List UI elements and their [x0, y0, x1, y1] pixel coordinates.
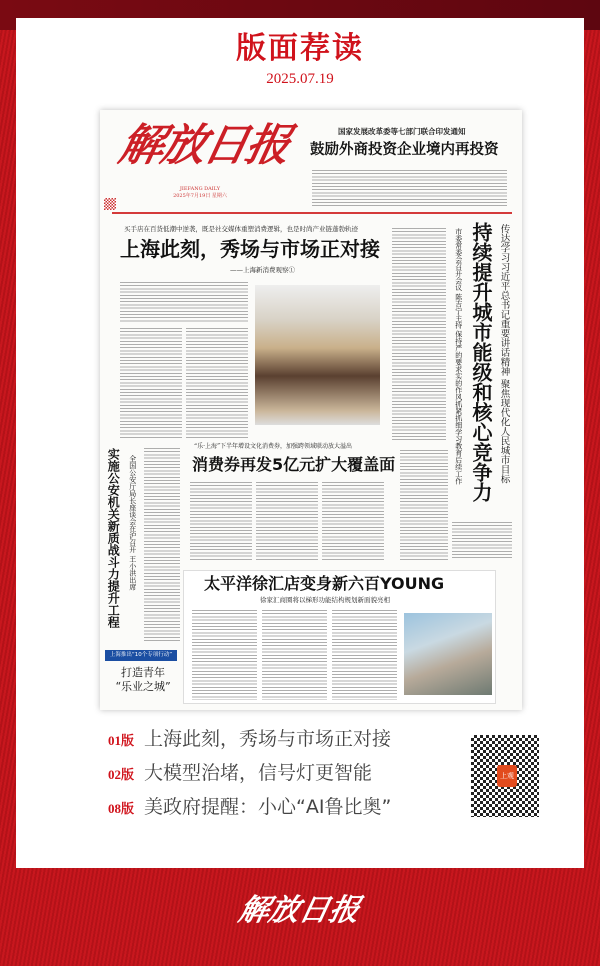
qr-code[interactable]	[469, 733, 541, 819]
box-story-photo	[404, 613, 492, 695]
recommendation-page: 01版	[108, 733, 135, 748]
issue-date: 2025年7月19日 星期六	[173, 193, 227, 199]
left-bottom-headline-1: 打造青年	[121, 666, 165, 679]
newspaper-front-page[interactable]	[100, 110, 522, 710]
right-story-body	[392, 228, 446, 440]
box-story-headline: 太平洋徐汇店变身新六百YOUNG	[204, 574, 445, 593]
recommendation-item[interactable]	[108, 762, 372, 785]
right-story-headline: 持续提升城市能级和核心竞争力	[469, 222, 493, 502]
right-story-continued-2	[452, 522, 512, 560]
masthead-en: JIEFANG DAILY	[179, 186, 221, 192]
lead-story-body-2	[186, 328, 248, 438]
box-story-body-2	[262, 610, 327, 700]
middle-story-body-3	[322, 482, 384, 562]
left-story-deck: 全国公安厅局长座谈会在沪召开 王小洪出席	[128, 455, 137, 591]
page-date: 2025.07.19	[266, 71, 334, 87]
top-story-body	[312, 170, 507, 208]
recommendation-title: 大模型治堵，信号灯更智能	[144, 762, 373, 784]
top-story-kicker: 国家发展改革委等七部门联合印发通知	[338, 127, 466, 136]
qr-app-logo: 上观	[497, 765, 517, 787]
lead-story-kicker: 买手店在百货低潮中逆袭，既是社交媒体重塑消费逻辑，也是时尚产业链蓬勃轨迹	[124, 225, 358, 233]
masthead-logo: 解放日报	[114, 120, 294, 171]
lead-story-headline: 上海此刻，秀场与市场正对接	[120, 237, 380, 261]
recommendation-page: 08版	[108, 801, 135, 816]
left-story-headline: 实施公安机关新质战斗力提升工程	[106, 448, 121, 628]
right-story-continued	[400, 450, 448, 560]
middle-story-kicker: “乐·上海”下半年增设文化消费券，加强跨领域联动放大溢出	[194, 443, 353, 450]
lead-story-body	[120, 328, 182, 438]
recommendation-title: 上海此刻，秀场与市场正对接	[144, 728, 392, 750]
lead-story-photo	[255, 285, 380, 425]
right-story-kicker: 传达学习习近平总书记重要讲话精神 聚焦现代化人民城市目标	[498, 224, 510, 484]
masthead-info	[155, 186, 245, 200]
top-story-headline: 鼓励外商投资企业境内再投资	[310, 142, 499, 158]
box-story-body-3	[332, 610, 397, 700]
middle-story-body	[190, 482, 252, 562]
left-story-body	[144, 448, 180, 643]
right-story-deck: 市委常委会召开会议 陈吉宁主持 保持严的要求实的作风抓紧抓细学习教育后续工作	[454, 228, 463, 485]
left-bottom-tag: 上海推出“10个专项行动”	[105, 650, 177, 661]
box-story-body	[192, 610, 257, 700]
footer-logo: 解放日报	[235, 893, 363, 928]
left-bottom-headline	[108, 666, 178, 694]
lead-story-subtitle: ——上海新消费观察①	[230, 266, 295, 274]
recommendation-title: 美政府提醒：小心“AI鲁比奥”	[144, 796, 392, 818]
middle-story-headline: 消费券再发5亿元扩大覆盖面	[192, 455, 396, 474]
masthead-qr-icon	[104, 198, 116, 210]
recommendation-item[interactable]	[108, 728, 391, 751]
page-title: 版面荐读	[236, 31, 364, 66]
middle-story-body-2	[256, 482, 318, 562]
masthead-rule	[112, 212, 512, 214]
recommendation-page: 02版	[108, 767, 135, 782]
left-bottom-headline-2: “乐业之城”	[115, 680, 171, 693]
recommendation-item[interactable]	[108, 796, 391, 819]
box-story-subtitle: 徐家汇商圈将以梯形功能结构规划新面貌亮相	[260, 596, 390, 604]
lead-story-intro	[120, 282, 248, 322]
